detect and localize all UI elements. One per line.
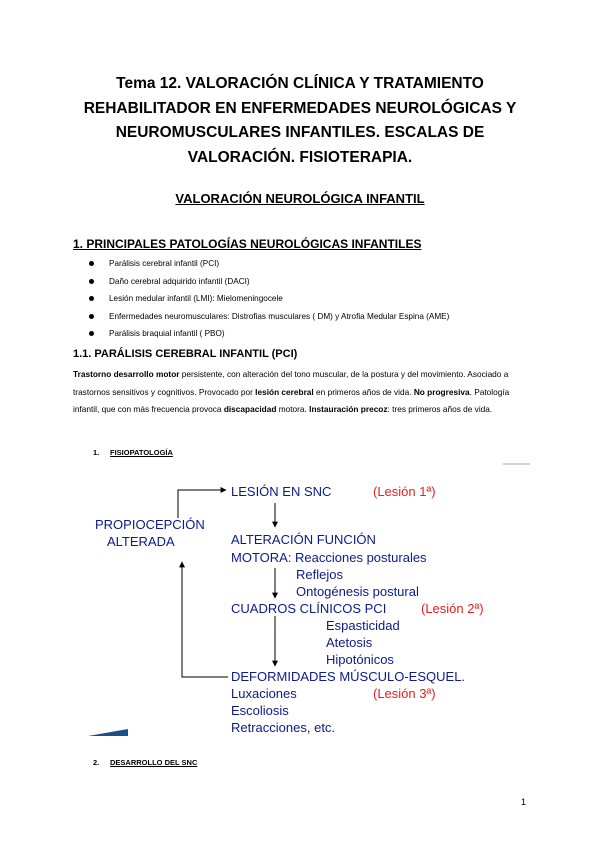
label-alteracion: ALTERACIÓN FUNCIÓN <box>231 532 376 547</box>
item-number: 2. <box>93 758 100 767</box>
label-motora: MOTORA: Reacciones posturales <box>231 550 427 565</box>
para-bold: No progresiva <box>413 386 470 397</box>
label-lesion-2: (Lesión 2ª) <box>421 601 484 616</box>
label-espasticidad: Espasticidad <box>326 618 400 633</box>
document-title: Tema 12. VALORACIÓN CLÍNICA Y TRATAMIENTO REHABILITADOR EN ENFERMEDADES NEUROLÓGICAS Y NEUROMUSCULARES INFANTILES. ESCALAS DE VALORACIÓN. FISIOTERAPIA. <box>83 75 517 166</box>
list-item-text: Daño cerebral adquirido infantil (DACI) <box>109 276 250 286</box>
section-heading: VALORACIÓN NEUROLÓGICA INFANTIL <box>175 191 425 206</box>
connector-to-lesion <box>178 490 226 518</box>
label-reflejos: Reflejos <box>296 567 343 582</box>
item-label: FISIOPATOLOGÍA <box>110 448 173 457</box>
label-alterada: ALTERADA <box>107 534 175 549</box>
label-lesion-3: (Lesión 3ª) <box>373 686 436 701</box>
connector-feedback <box>182 562 228 677</box>
list-item-text: Enfermedades neuromusculares: Distrofias musculares ( DM) y Atrofia Medular Espina (AME) <box>109 311 450 321</box>
para-bold: Instauración precoz <box>309 404 388 414</box>
numbered-item-desarrollo-snc <box>93 758 197 767</box>
label-luxaciones: Luxaciones <box>231 686 297 701</box>
page-number: 1 <box>521 797 527 807</box>
label-lesion-1: (Lesión 1ª) <box>373 484 436 499</box>
heading-principales-patologias: 1. PRINCIPALES PATOLOGÍAS NEUROLÓGICAS INFANTILES <box>73 237 422 251</box>
para-bold: discapacidad <box>223 404 277 414</box>
para-text: . Patología infantil, que con más frecuencia provoca <box>73 386 510 414</box>
item-number: 1. <box>93 448 100 457</box>
para-bold: lesión cerebral <box>255 386 314 397</box>
label-ontogenesis: Ontogénesis postural <box>296 584 419 599</box>
list-item-text: Parálisis braquial infantil ( PBO) <box>109 329 225 338</box>
accent-shape <box>88 729 128 736</box>
para-text: en primeros años de vida. <box>313 386 414 397</box>
para-text: motora. <box>276 404 310 414</box>
list-item-text: Lesión medular infantil (LMI): Mielomeningocele <box>109 294 283 303</box>
label-propiocepcion: PROPIOCEPCIÓN <box>95 517 205 532</box>
label-deformidades: DEFORMIDADES MÚSCULO-ESQUEL. <box>231 669 466 684</box>
label-atetosis: Atetosis <box>326 635 373 650</box>
heading-pci: 1.1. PARÁLISIS CEREBRAL INFANTIL (PCI) <box>73 348 298 360</box>
label-escoliosis: Escoliosis <box>231 703 289 718</box>
para-text: : tres primeros años de vida. <box>387 404 493 414</box>
para-bold: Trastorno desarrollo motor <box>73 369 180 379</box>
para-text: persistente, con alteración del tono muscular, de la postura y del movimiento. Asociado a trastornos sensitivos y cognitivos. Provocado por <box>73 369 509 397</box>
list-item-text: Parálisis cerebral infantil (PCI) <box>109 259 220 268</box>
label-cuadros: CUADROS CLÍNICOS PCI <box>231 601 387 616</box>
label-lesion-snc: LESIÓN EN SNC <box>231 484 332 499</box>
item-label: DESARROLLO DEL SNC <box>110 758 198 767</box>
label-hipotonicos: Hipotónicos <box>326 652 394 667</box>
label-retracciones: Retracciones, etc. <box>231 720 336 735</box>
